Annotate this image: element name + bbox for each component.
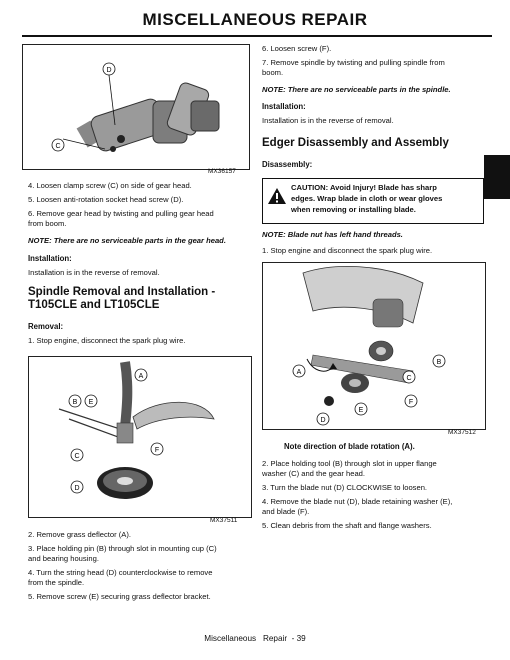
removal-heading: Removal: (28, 322, 64, 331)
fig2-callout-e: E (88, 399, 94, 406)
right-steps-b (262, 459, 487, 531)
step-text: 4. Turn the string head (D) counterclockwise to remove (28, 568, 213, 577)
section-title-spindle (28, 286, 215, 312)
fig3-callout-e: E (358, 407, 364, 414)
installation-heading: Installation: (28, 254, 72, 263)
step-text: 4. Remove the blade nut (D), blade retaining washer (E), (262, 497, 453, 506)
fig2-callout-c: C (74, 453, 80, 460)
step-text: from the spindle. (28, 578, 85, 587)
step-text: 6. Loosen screw (F). (262, 44, 332, 53)
caution-text (291, 182, 479, 215)
fig3-id: MX37512 (448, 429, 476, 436)
right-steps-a (262, 44, 484, 78)
step-text: 2. Remove grass deflector (A). (28, 530, 131, 539)
step-text: 5. Remove screw (E) securing grass deflector bracket. (28, 592, 211, 601)
section-title-line: Spindle Removal and Installation - (28, 286, 216, 298)
fig3-callout-f: F (408, 399, 414, 406)
fig2-id: MX37511 (210, 517, 238, 524)
edger-step-1: 1. Stop engine and disconnect the spark plug wire. (262, 246, 433, 255)
fig1-callout-d: D (106, 67, 112, 74)
step-text: and bearing housing. (28, 554, 99, 563)
fig2-callout-d: D (74, 485, 80, 492)
caution-line: edges. Wrap blade in cloth or wear gloves (291, 194, 443, 203)
step-text: 2. Place holding tool (B) through slot in upper flange (262, 459, 437, 468)
fig2-callout-a: A (138, 373, 144, 380)
spindle-figure (28, 356, 252, 518)
warning-icon (267, 187, 287, 205)
installation-heading: Installation: (262, 102, 306, 111)
installation-text: Installation is in the reverse of removal. (28, 268, 160, 277)
step-text: boom. (262, 68, 284, 77)
fig3-caption: Note direction of blade rotation (A). (284, 442, 415, 451)
spindle-illustration (29, 357, 251, 517)
fig3-callout-c: C (406, 375, 412, 382)
gear-head-illustration (23, 45, 249, 169)
edger-illustration (263, 263, 485, 429)
step-text: 5. Clean debris from the shaft and flange washers. (262, 521, 432, 530)
gear-head-figure (22, 44, 250, 170)
step-text: 3. Place holding pin (B) through slot in mounting cup (C) (28, 544, 217, 553)
fig2-callout-f: F (154, 447, 160, 454)
note-spindle: NOTE: There are no serviceable parts in the spindle. (262, 85, 451, 94)
page-footer: Miscellaneous Repair - 39 (204, 634, 306, 643)
step-text: from boom. (28, 219, 67, 228)
edger-figure (262, 262, 486, 430)
fig1-id: MX36157 (208, 168, 236, 175)
step-text: washer (C) and the gear head. (262, 469, 365, 478)
fig2-callout-b: B (72, 399, 78, 406)
step-text: 6. Remove gear head by twisting and pulling gear head (28, 209, 214, 218)
section-title-edger: Edger Disassembly and Assembly (262, 137, 449, 149)
fig1-callout-c: C (55, 143, 61, 150)
disassembly-heading: Disassembly: (262, 160, 313, 169)
caution-line: CAUTION: Avoid Injury! Blade has sharp (291, 183, 437, 192)
note-gear-head: NOTE: There are no serviceable parts in the gear head. (28, 236, 226, 245)
caution-line: when removing or installing blade. (291, 205, 416, 214)
step-text: 4. Loosen clamp screw (C) on side of gear head. (28, 181, 192, 190)
step-text: and blade (F). (262, 507, 310, 516)
fig3-callout-d: D (320, 417, 326, 424)
section-title-line: T105CLE and LT105CLE (28, 299, 160, 311)
page-title: MISCELLANEOUS REPAIR (142, 10, 368, 29)
left-steps-b (28, 530, 258, 602)
section-tab (484, 155, 510, 199)
title-rule (22, 35, 492, 37)
step-text: 5. Loosen anti-rotation socket head screw (D). (28, 195, 184, 204)
step-text: 7. Remove spindle by twisting and pulling spindle from (262, 58, 445, 67)
step-text: 3. Turn the blade nut (D) CLOCKWISE to loosen. (262, 483, 428, 492)
note-blade-nut: NOTE: Blade nut has left hand threads. (262, 230, 403, 239)
removal-step-1: 1. Stop engine, disconnect the spark plug wire. (28, 336, 186, 345)
fig3-callout-a: A (296, 369, 302, 376)
fig3-callout-b: B (436, 359, 442, 366)
left-steps-a (28, 181, 256, 229)
caution-box (262, 178, 484, 224)
installation-text: Installation is in the reverse of removal. (262, 116, 394, 125)
